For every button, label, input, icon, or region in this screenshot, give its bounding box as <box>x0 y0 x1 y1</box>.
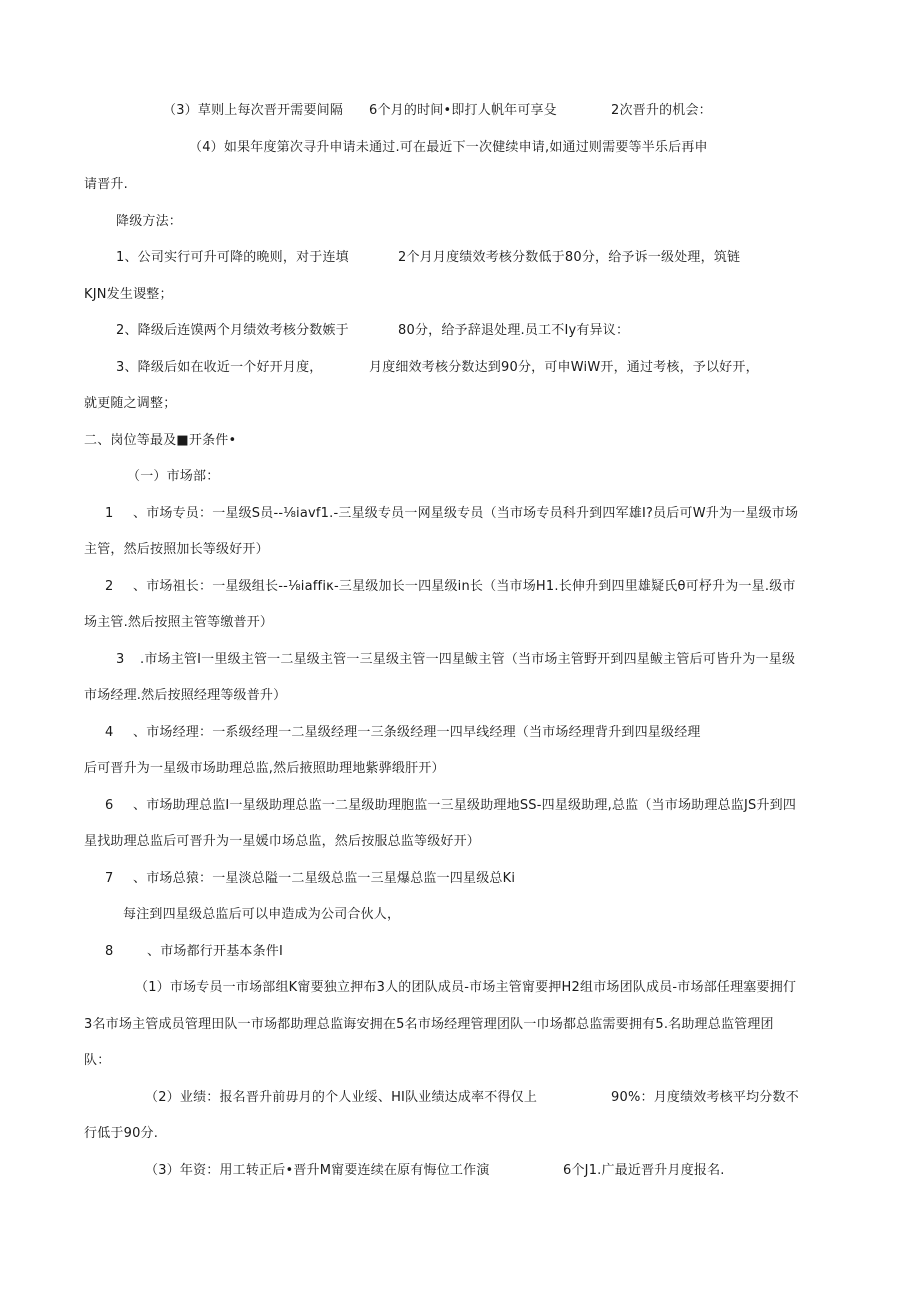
text-line-2: （4）如果年度第次寻升申请未通过.可在最近下一次健续申请,如通过则需要等半乐后再申 <box>189 140 708 155</box>
list-number-2: 2 <box>105 579 114 594</box>
condition-3-text-a: （3）年资：用工转正后•晋升M甯要连续在原有悔位工作演 <box>145 1163 490 1178</box>
text-line-8-part-a: 3、降级后如在收近一个好开月度， <box>116 360 323 375</box>
list-item-7-text: 、市场总猿：一星淡总隘一二星级总监一三星爆总监一四星级总Ki <box>133 871 516 886</box>
list-item-1-text: 、市场专员：一星级S员--⅛iavf1.-三星级专员一网星级专员（当市场专员科升到四军雄I?员后可W升为一星级市场 <box>133 506 799 521</box>
list-number-3: 3 <box>116 652 125 667</box>
list-item-8-text: 、市场都行开基本条件I <box>147 944 284 959</box>
list-item-7-note: 每注到四星级总监后可以申造成为公司合伙人， <box>123 907 401 922</box>
text-line-3: 请晋升. <box>84 177 128 192</box>
list-item-3-continuation: 市场经理.然后按照经理等级普升） <box>84 688 287 703</box>
condition-2-text-b: 90%：月度绩效考核平均分数不 <box>611 1090 799 1105</box>
list-number-1: 1 <box>105 506 114 521</box>
list-number-8: 8 <box>105 944 114 959</box>
list-item-3-text: .市场主管I一里级主管一二星级主管一三星级主管一四星鲅主管（当市场主管野开到四星鲅主管后可皆升为一星级 <box>140 652 796 667</box>
text-line-8-part-b: 月度细效考核分数达到90分，可申WiW开，通过考核，予以好开， <box>369 360 759 375</box>
condition-1-continuation-a: 3名市场主管成员管理田队一市场都助理总监诲安拥在5名市场经理管理团队一巾场都总监需要拥有5.名助理总监管理团 <box>84 1017 774 1032</box>
list-item-4-text: 、市场经理：一系级经理一二星级经理一三条级经理一四早线经理（当市场经理背升到四星级经理 <box>133 725 701 740</box>
text-line-1-part-b: 6个月的时间•即打人帆年可享殳 <box>369 103 557 118</box>
text-line-7-part-b: 80分，给予辞退处理.员工不Iy有异议： <box>398 323 630 338</box>
list-item-2-text: 、市场祖长：一星级组长--⅛iaffiκ-三星级加长一四星级in长（当市场H1.长伸升到四里雄疑氏θ可杼升为一星.级市 <box>133 579 796 594</box>
condition-1-text: （1）市场专员一市场部组K甯要独立押布3人的团队成员-市场主管甯要押H2组市场团队成员-市场部任理塞要拥仃 <box>135 980 797 995</box>
list-number-4: 4 <box>105 725 114 740</box>
text-line-5-part-a: 1、公司实行可升可降的晩则，对于连填 <box>116 250 349 265</box>
text-line-1-part-a: （3）草则上每次晋开需要间隔 <box>163 103 344 118</box>
section-heading-positions: 二、岗位等最及■开条件• <box>84 433 237 448</box>
condition-2-text-a: （2）业绩：报名晋升前毋月的个人业绥、HI队业绩达成率不得仅上 <box>145 1090 538 1105</box>
condition-3-text-b: 6个J1.广最近晋升月度报名. <box>563 1163 725 1178</box>
list-item-6-continuation: 星找助理总监后可晋升为一星媛巾场总监，然后按服总监等级好开） <box>84 834 481 849</box>
list-item-6-text: 、市场助理总监I一星级助理总监一二星级助理胞监一三星级助理地SS-四星级助理,总监（当市场助理总监JS升到四 <box>133 798 797 813</box>
list-item-2-continuation: 场主管.然后按照主管等缴普开） <box>84 615 274 630</box>
section-heading-demotion: 降级方法： <box>116 214 183 229</box>
text-line-1-part-c: 2次晋升的机会： <box>611 103 712 118</box>
list-item-4-continuation: 后可晋升为一星级市场助理总监,然后掖照助理地紫骅缎肝开） <box>84 761 445 776</box>
text-line-5-part-b: 2个月月度绩效考核分数低于80分，给予诉一级处理，筑链 <box>398 250 741 265</box>
text-line-6: KJN发生谡整； <box>84 287 173 302</box>
condition-2-continuation: 行低于90分. <box>84 1126 159 1141</box>
list-number-6: 6 <box>105 798 114 813</box>
list-number-7: 7 <box>105 871 114 886</box>
condition-1-continuation-b: 队： <box>84 1053 111 1068</box>
subsection-heading-marketing: （一）市场部： <box>127 469 220 484</box>
text-line-7-part-a: 2、降级后连馍两个月绩效考核分数嫉于 <box>116 323 349 338</box>
text-line-9: 就更随之调整； <box>84 396 177 411</box>
list-item-1-continuation: 主管，然后按照加长等级好开） <box>84 542 269 557</box>
